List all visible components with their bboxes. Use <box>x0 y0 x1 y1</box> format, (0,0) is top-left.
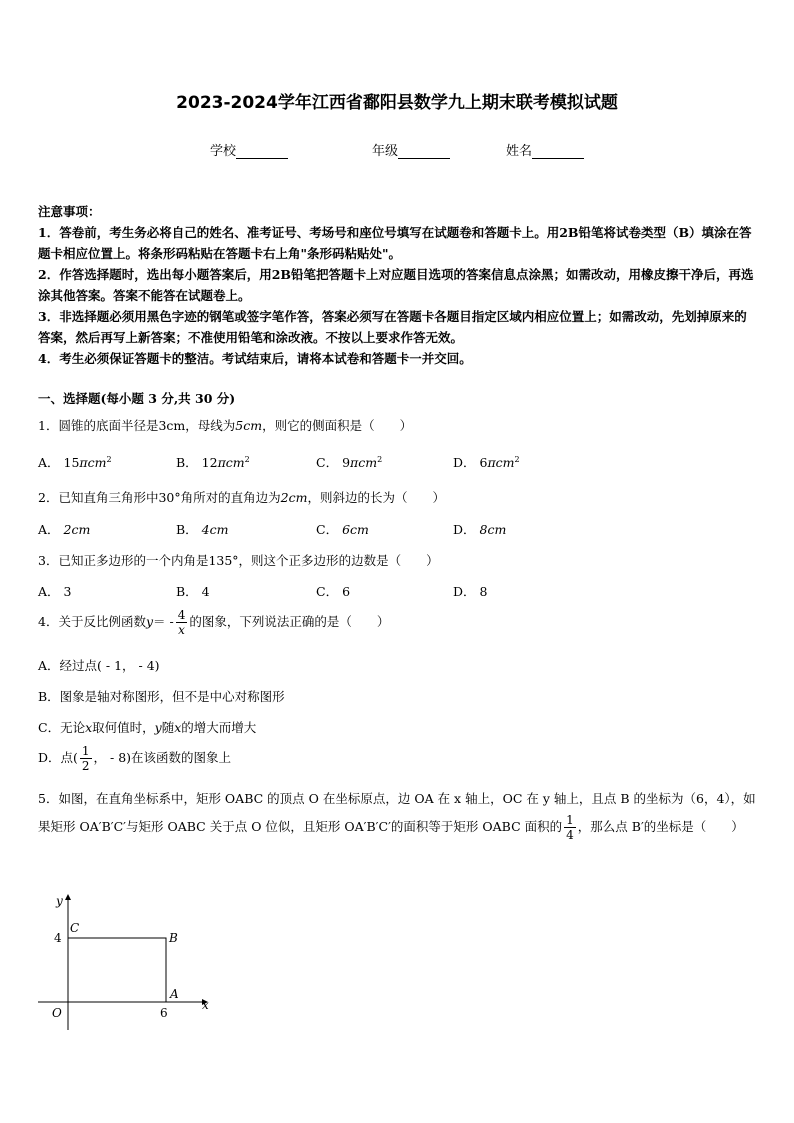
q3-option-a <box>38 582 71 600</box>
q2-option-c <box>316 520 369 538</box>
question-1-stem <box>38 416 412 434</box>
q1-option-d <box>453 453 520 471</box>
notes-block <box>38 201 758 369</box>
question-5-stem <box>38 785 760 842</box>
option-text: ， - 8)在该函数的图象上 <box>93 750 232 765</box>
fraction-numerator: 1 <box>81 744 90 758</box>
q2-stem-b: ，则斜边的长为（ ） <box>307 490 445 505</box>
q4-d-fraction <box>80 744 92 773</box>
q2-stem-a: 2．已知直角三角形中30°角所对的直角边为 <box>38 490 281 505</box>
y-axis-arrow <box>65 894 71 900</box>
option-label: B． <box>176 584 198 599</box>
option-value: 2cm <box>63 522 91 537</box>
rectangle-oabc <box>68 938 166 1002</box>
option-var: πcm <box>350 455 378 470</box>
fraction-denominator: 4 <box>566 828 574 842</box>
note-item: 4．考生必须保证答题卡的整洁。考试结束后，请将本试卷和答题卡一并交回。 <box>38 351 472 366</box>
fraction-numerator: 1 <box>566 813 574 827</box>
q3-option-d <box>453 582 487 600</box>
option-text: 的增大而增大 <box>181 720 257 735</box>
school-field <box>210 140 288 159</box>
option-value: 4 <box>201 584 210 599</box>
q4-stem-b: 的图象，下列说法正确的是（ ） <box>189 614 390 629</box>
option-var: x <box>85 720 93 735</box>
option-label: B． <box>176 522 198 537</box>
note-item: 2．作答选择题时，选出每小题答案后，用2B铅笔把答题卡上对应题目选项的答案信息点涂黑；如需改动，用橡皮擦干净后，再选涂其他答案。答案不能答在试题卷上。 <box>38 267 754 303</box>
option-exp: 2 <box>244 454 250 464</box>
option-label: C． <box>316 522 339 537</box>
option-label: A． <box>38 522 60 537</box>
option-var: x <box>174 720 182 735</box>
name-blank <box>532 146 584 159</box>
question-2-stem <box>38 488 445 506</box>
q4-stem-a: 4．关于反比例函数 <box>38 614 146 629</box>
notes-heading: 注意事项： <box>38 204 101 219</box>
option-label: C． <box>316 584 339 599</box>
option-text: C．无论 <box>38 720 86 735</box>
origin-label: O <box>52 1006 62 1020</box>
q5-text-a: 5．如图，在直角坐标系中，矩形 OABC 的顶点 O 在坐标原点，边 OA 在 x 轴上，OC 在 y 轴上，且点 B 的坐标为（6，4），如果矩形 OA′B′C′与矩形 OABC 关于点 O 位似，且矩形 OA′B′C′的面积等于矩形 OABC 面积的 <box>38 791 756 834</box>
q4-fn-eq: ＝ - <box>153 614 174 629</box>
option-label: A． <box>38 455 60 470</box>
q1-option-c <box>316 453 382 471</box>
note-item: 3．非选择题必须用黑色字迹的钢笔或签字笔作答，答案必须写在答题卡各题目指定区域内相应位置上；如需改动，先划掉原来的答案，然后再写上新答案；不准使用铅笔和涂改液。不按以上要求作答无效。 <box>38 309 747 345</box>
coordinate-figure <box>30 890 220 1040</box>
page-title: 2023-2024学年江西省鄱阳县数学九上期末联考模拟试题 <box>176 93 618 113</box>
option-text: 取何值时， <box>92 720 155 735</box>
q1-option-a <box>38 453 112 471</box>
q2-option-d <box>453 520 506 538</box>
school-blank <box>236 146 288 159</box>
option-value: 6 <box>342 584 351 599</box>
grade-blank <box>398 146 450 159</box>
note-item: 1．答卷前，考生务必将自己的姓名、准考证号、考场号和座位号填写在试题卷和答题卡上。用2B铅笔将试卷类型（B）填涂在答题卡相应位置上。将条形码粘贴在答题卡右上角"条形码粘贴处"。 <box>38 225 752 261</box>
fraction-numerator: 4 <box>177 608 186 622</box>
option-label: B． <box>176 455 198 470</box>
name-field <box>506 140 584 159</box>
q2-option-a <box>38 520 90 538</box>
option-value: 3 <box>63 584 72 599</box>
option-coef: 12 <box>201 455 218 470</box>
grade-field <box>372 140 450 159</box>
q5-text-b: ，那么点 B′的坐标是（ ） <box>577 819 744 834</box>
question-3-stem: 3．已知正多边形的一个内角是135°，则这个正多边形的边数是（ ） <box>38 553 439 568</box>
option-text: D．点( <box>38 750 78 765</box>
q2-stem-var: 2cm <box>280 490 308 505</box>
y-tick-4: 4 <box>54 931 62 945</box>
section-heading: 一、选择题(每小题 3 分,共 30 分) <box>38 391 236 406</box>
fraction-denominator: 2 <box>81 759 90 773</box>
point-b-label: B <box>169 931 178 945</box>
x-tick-6: 6 <box>160 1006 168 1020</box>
option-label: C． <box>316 455 339 470</box>
point-a-label: A <box>170 987 179 1001</box>
q4-option-a: A．经过点( - 1， - 4) <box>38 658 160 673</box>
q4-fn-lhs: y <box>145 614 154 629</box>
q1-stem-var: 5cm <box>235 418 263 433</box>
option-coef: 15 <box>63 455 80 470</box>
q5-fraction <box>564 813 576 842</box>
q4-option-c <box>38 718 256 736</box>
option-var: πcm <box>217 455 245 470</box>
point-c-label: C <box>70 921 80 935</box>
option-var: y <box>154 720 162 735</box>
school-label: 学校 <box>210 144 237 159</box>
option-var: πcm <box>487 455 515 470</box>
option-coef: 9 <box>342 455 351 470</box>
q2-option-b <box>176 520 228 538</box>
grade-label: 年级 <box>372 144 399 159</box>
option-label: D． <box>453 522 476 537</box>
option-label: A． <box>38 584 60 599</box>
option-exp: 2 <box>514 454 520 464</box>
option-label: D． <box>453 584 476 599</box>
option-value: 4cm <box>201 522 229 537</box>
y-axis-label: y <box>56 894 63 908</box>
option-text: 随 <box>161 720 175 735</box>
option-value: 6cm <box>342 522 369 537</box>
option-value: 8cm <box>479 522 507 537</box>
name-label: 姓名 <box>506 144 533 159</box>
x-axis-label: x <box>202 998 209 1012</box>
option-var: πcm <box>79 455 107 470</box>
question-4-stem <box>38 608 389 637</box>
fraction-denominator: x <box>178 623 185 637</box>
q4-option-d <box>38 744 231 773</box>
q4-fraction <box>176 608 188 637</box>
option-exp: 2 <box>106 454 112 464</box>
option-exp: 2 <box>377 454 383 464</box>
option-coef: 6 <box>479 455 488 470</box>
q1-stem-a: 1．圆锥的底面半径是3cm，母线为 <box>38 418 236 433</box>
q4-option-b: B．图象是轴对称图形，但不是中心对称图形 <box>38 689 285 704</box>
option-value: 8 <box>479 584 488 599</box>
q3-option-b <box>176 582 210 600</box>
q1-stem-b: ，则它的侧面积是（ ） <box>262 418 413 433</box>
option-label: D． <box>453 455 476 470</box>
q1-option-b <box>176 453 250 471</box>
q3-option-c <box>316 582 350 600</box>
